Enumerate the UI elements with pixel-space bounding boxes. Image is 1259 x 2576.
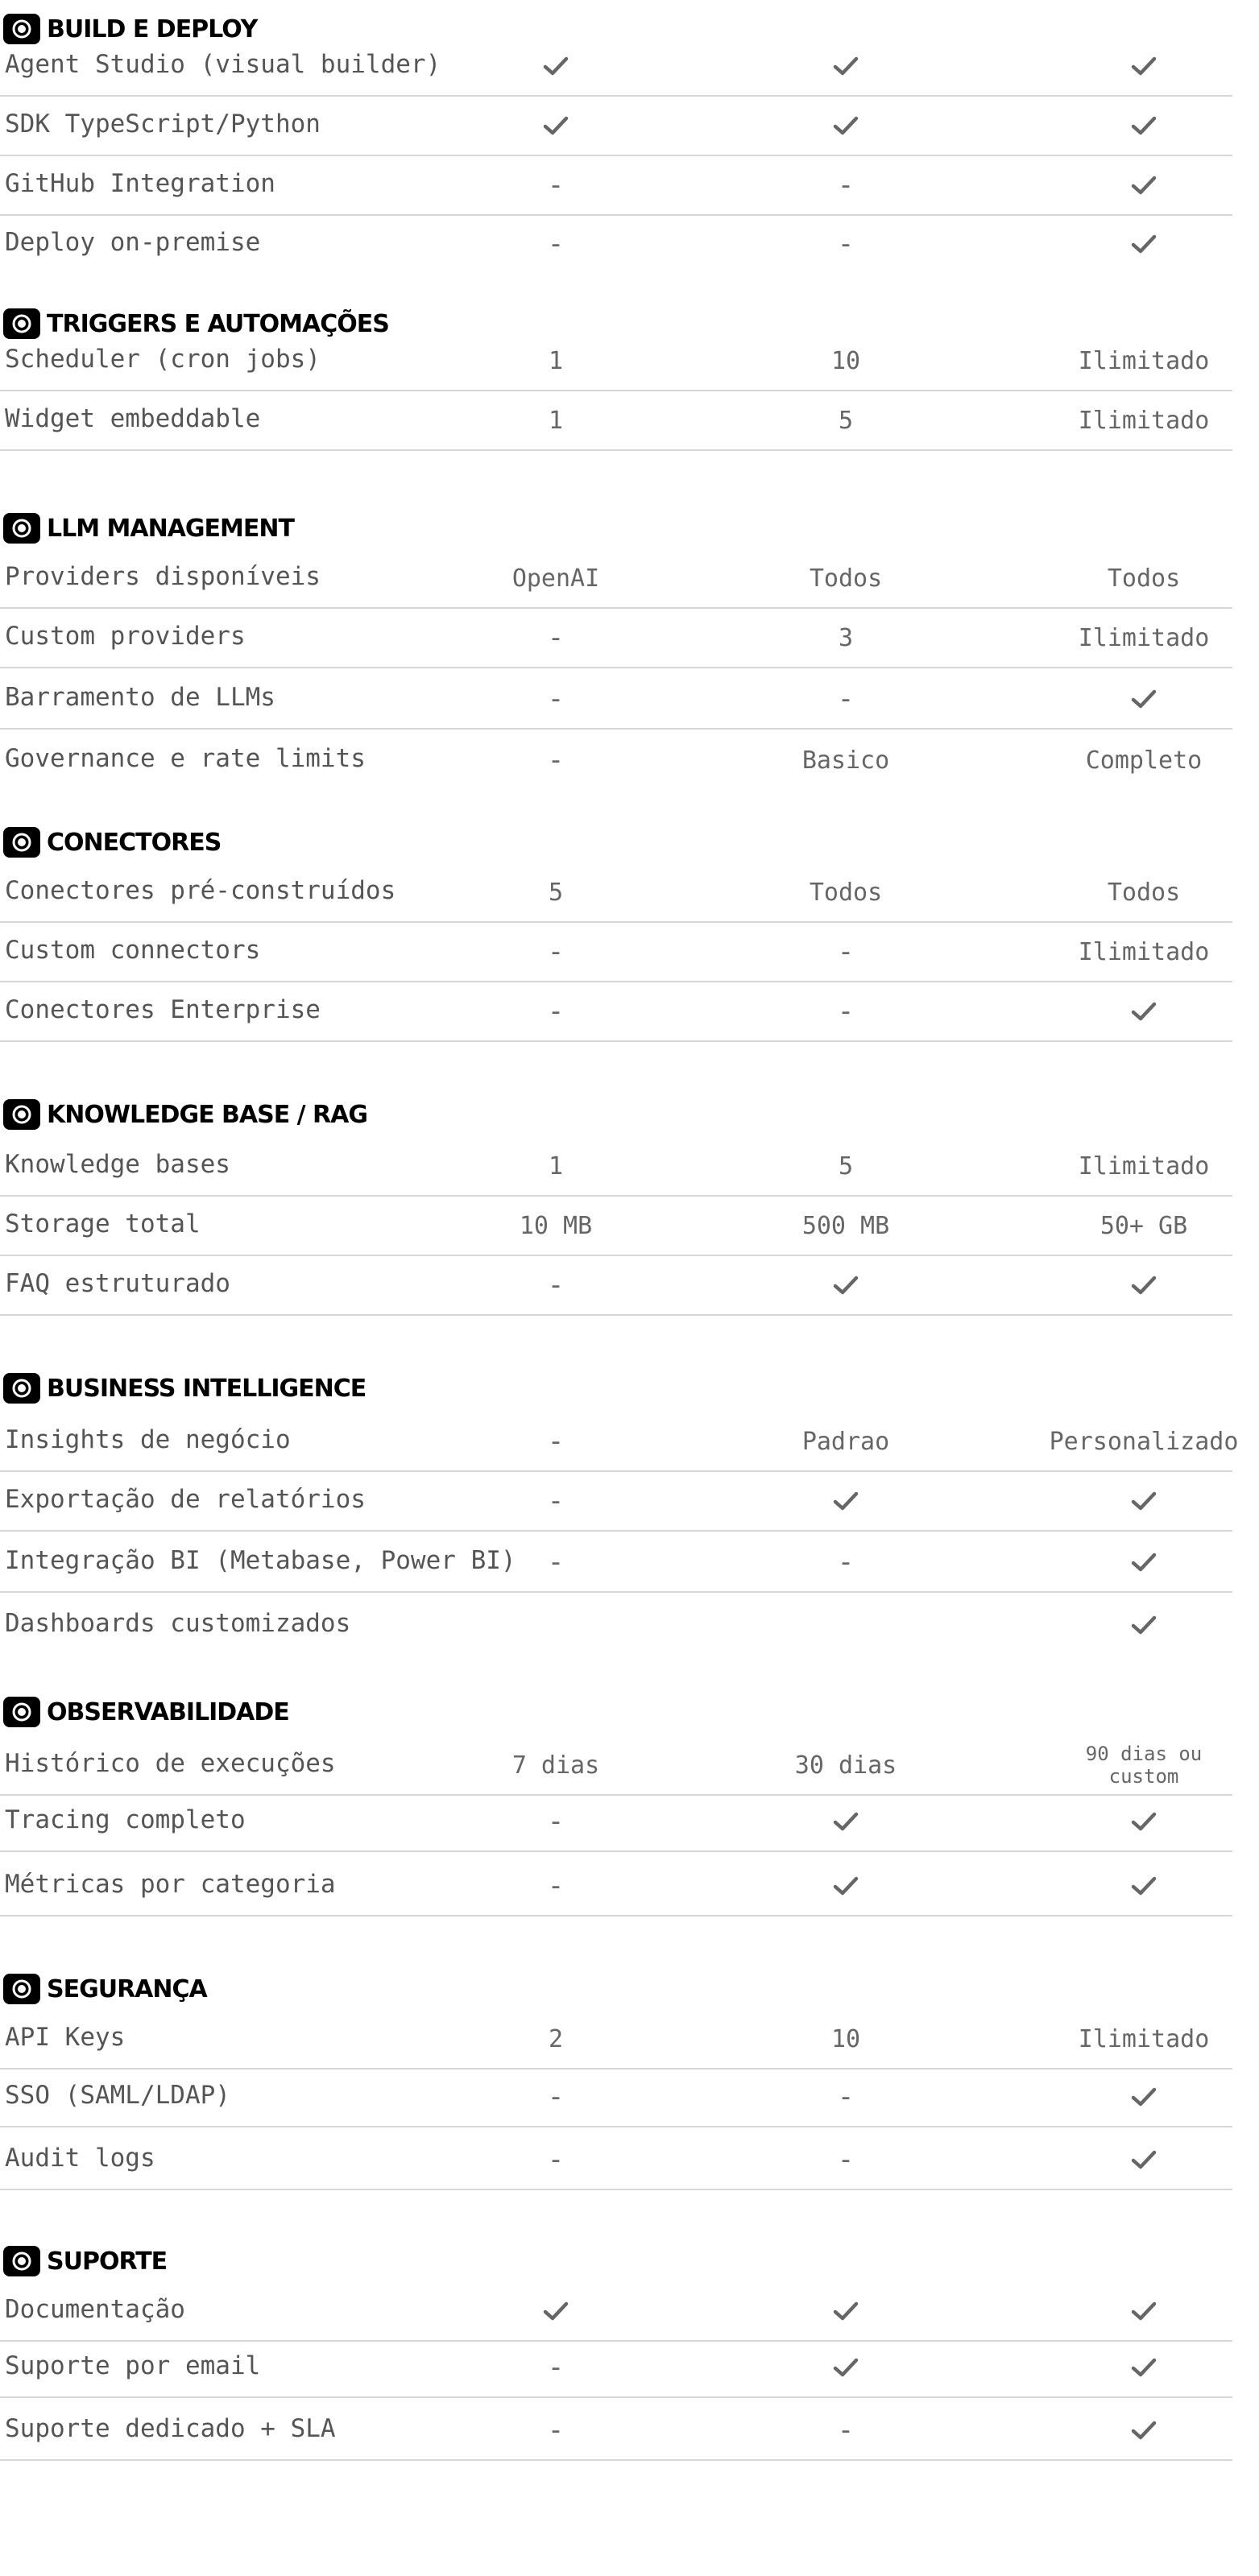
not-included-dash: - xyxy=(547,1805,565,1838)
check-icon xyxy=(1023,2068,1259,2126)
not-included-dash: - xyxy=(547,1546,565,1578)
table-row xyxy=(0,2338,1232,2398)
feature-label: Suporte por email xyxy=(5,2351,261,2380)
feature-label: API Keys xyxy=(5,2023,126,2052)
plan-value: 10 xyxy=(830,2024,861,2053)
not-included-dash: - xyxy=(837,2414,855,2446)
not-included-dash: - xyxy=(837,228,855,260)
section-icon xyxy=(3,513,40,544)
table-row xyxy=(0,1596,1232,1654)
feature-label: Providers disponíveis xyxy=(5,562,321,591)
not-included-dash: - xyxy=(547,2081,565,2113)
section-title: BUSINESS INTELLIGENCE xyxy=(47,1374,367,1403)
plan-value: 1 xyxy=(548,406,564,435)
check-icon xyxy=(725,2282,967,2340)
section-icon xyxy=(3,827,40,858)
feature-label: FAQ estruturado xyxy=(5,1269,230,1298)
section-title: TRIGGERS E AUTOMAÇÕES xyxy=(47,309,389,338)
feature-label: Integração BI (Metabase, Power BI) xyxy=(5,1546,516,1575)
feature-label: Tracing completo xyxy=(5,1805,246,1834)
check-icon xyxy=(1023,156,1259,214)
not-included-dash: - xyxy=(837,995,855,1028)
table-row xyxy=(0,1197,1232,1256)
plan-value: Basico xyxy=(801,746,890,775)
feature-label: Governance e rate limits xyxy=(5,744,366,773)
check-icon xyxy=(1023,215,1259,273)
table-row xyxy=(0,609,1232,668)
table-row xyxy=(0,1736,1232,1796)
table-row xyxy=(0,549,1232,609)
plan-value: Ilimitado xyxy=(1078,346,1210,375)
feature-label: SDK TypeScript/Python xyxy=(5,110,321,139)
table-row xyxy=(0,156,1232,216)
check-icon xyxy=(725,37,967,95)
section-header-llm-management xyxy=(3,512,294,544)
check-icon xyxy=(1023,1792,1259,1850)
plan-value: 5 xyxy=(548,878,564,907)
feature-label: Documentação xyxy=(5,2295,185,2324)
not-included-dash: - xyxy=(837,936,855,968)
feature-label: Agent Studio (visual builder) xyxy=(5,50,441,79)
section-icon xyxy=(3,2246,40,2276)
plan-value: Completo xyxy=(1085,746,1203,775)
table-row xyxy=(0,670,1232,730)
not-included-dash: - xyxy=(547,2414,565,2446)
not-included-dash: - xyxy=(547,1425,565,1458)
plan-value: Todos xyxy=(1107,878,1181,907)
table-row xyxy=(0,37,1232,97)
feature-label: Conectores pré-construídos xyxy=(5,876,396,905)
plan-value: Todos xyxy=(809,878,883,907)
not-included-dash: - xyxy=(547,1485,565,1517)
section-title: SUPORTE xyxy=(47,2247,168,2276)
section-title: LLM MANAGEMENT xyxy=(47,514,294,543)
not-included-dash: - xyxy=(547,683,565,715)
check-icon xyxy=(1023,1857,1259,1915)
table-row xyxy=(0,982,1232,1042)
table-row xyxy=(0,215,1232,273)
section-title: SEGURANÇA xyxy=(47,1974,207,2003)
section-title: KNOWLEDGE BASE / RAG xyxy=(47,1100,367,1129)
check-icon xyxy=(435,37,677,95)
feature-label: Conectores Enterprise xyxy=(5,995,321,1024)
not-included-dash: - xyxy=(837,2144,855,2176)
plan-value: Todos xyxy=(1107,564,1181,593)
section-header-seguranca xyxy=(3,1973,207,2005)
check-icon xyxy=(1023,1256,1259,1314)
plan-value: 2 xyxy=(548,2024,564,2053)
plan-value: 500 MB xyxy=(801,1211,890,1240)
feature-label: Dashboards customizados xyxy=(5,1609,351,1638)
plan-value: 1 xyxy=(548,346,564,375)
plan-value: 30 dias xyxy=(794,1751,897,1780)
plan-value: OpenAI xyxy=(511,564,600,593)
table-row xyxy=(0,863,1232,923)
plan-value: Ilimitado xyxy=(1078,2024,1210,2053)
table-row xyxy=(0,2010,1232,2069)
feature-label: Scheduler (cron jobs) xyxy=(5,345,321,374)
check-icon xyxy=(725,1792,967,1850)
plan-value: Ilimitado xyxy=(1078,937,1210,966)
check-icon xyxy=(1023,37,1259,95)
table-row xyxy=(0,731,1232,789)
not-included-dash: - xyxy=(837,2081,855,2113)
section-header-knowledge-base-rag xyxy=(3,1098,367,1131)
feature-label: Métricas por categoria xyxy=(5,1870,336,1899)
not-included-dash: - xyxy=(547,744,565,776)
plan-value: 1 xyxy=(548,1152,564,1180)
table-row xyxy=(0,1533,1232,1593)
feature-label: Audit logs xyxy=(5,2144,155,2173)
feature-label: Suporte dedicado + SLA xyxy=(5,2414,336,2443)
empty-cell xyxy=(435,1596,677,1654)
check-icon xyxy=(1023,1596,1259,1654)
section-icon xyxy=(3,1974,40,2004)
feature-label: Histórico de execuções xyxy=(5,1749,336,1778)
check-icon xyxy=(435,2282,677,2340)
check-icon xyxy=(1023,2338,1259,2396)
table-row xyxy=(0,2131,1232,2190)
table-row xyxy=(0,1857,1232,1916)
section-header-observabilidade xyxy=(3,1696,289,1728)
section-icon xyxy=(3,1697,40,1727)
not-included-dash: - xyxy=(547,936,565,968)
check-icon xyxy=(725,1472,967,1530)
table-row xyxy=(0,2282,1232,2342)
check-icon xyxy=(725,2338,967,2396)
check-icon xyxy=(1023,1533,1259,1591)
table-row xyxy=(0,1256,1232,1316)
section-title: BUILD E DEPLOY xyxy=(47,14,258,43)
check-icon xyxy=(725,97,967,155)
table-row xyxy=(0,391,1232,451)
table-row xyxy=(0,1792,1232,1852)
feature-label: Custom connectors xyxy=(5,936,261,965)
check-icon xyxy=(1023,982,1259,1040)
feature-label: Knowledge bases xyxy=(5,1150,230,1179)
check-icon xyxy=(435,97,677,155)
plan-value: 10 xyxy=(830,346,861,375)
check-icon xyxy=(1023,670,1259,728)
plan-value: Padrao xyxy=(801,1427,890,1456)
plan-value: Ilimitado xyxy=(1078,623,1210,652)
table-row xyxy=(0,1137,1232,1197)
section-icon xyxy=(3,1373,40,1404)
check-icon xyxy=(1023,2282,1259,2340)
feature-label: Insights de negócio xyxy=(5,1425,291,1454)
section-header-conectores xyxy=(3,826,221,858)
plan-value: 7 dias xyxy=(511,1751,600,1780)
plan-value: 10 MB xyxy=(519,1211,593,1240)
plan-value: 5 xyxy=(838,406,854,435)
plan-value: Ilimitado xyxy=(1078,1152,1210,1180)
not-included-dash: - xyxy=(837,683,855,715)
not-included-dash: - xyxy=(547,169,565,201)
feature-label: Storage total xyxy=(5,1209,201,1238)
feature-label: Barramento de LLMs xyxy=(5,683,275,712)
feature-label: SSO (SAML/LDAP) xyxy=(5,2081,230,2110)
not-included-dash: - xyxy=(547,1870,565,1902)
not-included-dash: - xyxy=(547,1269,565,1301)
feature-label: Custom providers xyxy=(5,622,246,651)
check-icon xyxy=(725,1256,967,1314)
not-included-dash: - xyxy=(547,2144,565,2176)
plan-value: 3 xyxy=(838,623,854,652)
section-header-business-intelligence xyxy=(3,1372,366,1404)
table-row xyxy=(0,2068,1232,2127)
feature-label: GitHub Integration xyxy=(5,169,275,198)
check-icon xyxy=(1023,2131,1259,2189)
table-row xyxy=(0,923,1232,982)
check-icon xyxy=(1023,1472,1259,1530)
plan-value: 90 dias ou custom xyxy=(1085,1743,1203,1788)
section-title: OBSERVABILIDADE xyxy=(47,1697,289,1726)
check-icon xyxy=(1023,97,1259,155)
plan-value: 5 xyxy=(838,1152,854,1180)
section-header-suporte xyxy=(3,2245,167,2277)
plan-value: Personalizado xyxy=(1049,1427,1239,1456)
not-included-dash: - xyxy=(547,995,565,1028)
section-title: CONECTORES xyxy=(47,828,222,857)
table-row xyxy=(0,1412,1239,1472)
not-included-dash: - xyxy=(547,228,565,260)
not-included-dash: - xyxy=(547,2351,565,2384)
table-row xyxy=(0,2401,1232,2461)
not-included-dash: - xyxy=(547,622,565,654)
feature-label: Exportação de relatórios xyxy=(5,1485,366,1514)
plan-value: 50+ GB xyxy=(1100,1211,1188,1240)
not-included-dash: - xyxy=(837,169,855,201)
empty-cell xyxy=(725,1596,967,1654)
plan-value: Todos xyxy=(809,564,883,593)
section-icon xyxy=(3,1099,40,1130)
table-row xyxy=(0,1472,1232,1532)
feature-label: Deploy on-premise xyxy=(5,228,261,257)
check-icon xyxy=(1023,2401,1259,2459)
not-included-dash: - xyxy=(837,1546,855,1578)
table-row xyxy=(0,97,1232,156)
plan-value: Ilimitado xyxy=(1078,406,1210,435)
check-icon xyxy=(725,1857,967,1915)
table-row xyxy=(0,332,1232,391)
feature-label: Widget embeddable xyxy=(5,404,261,433)
